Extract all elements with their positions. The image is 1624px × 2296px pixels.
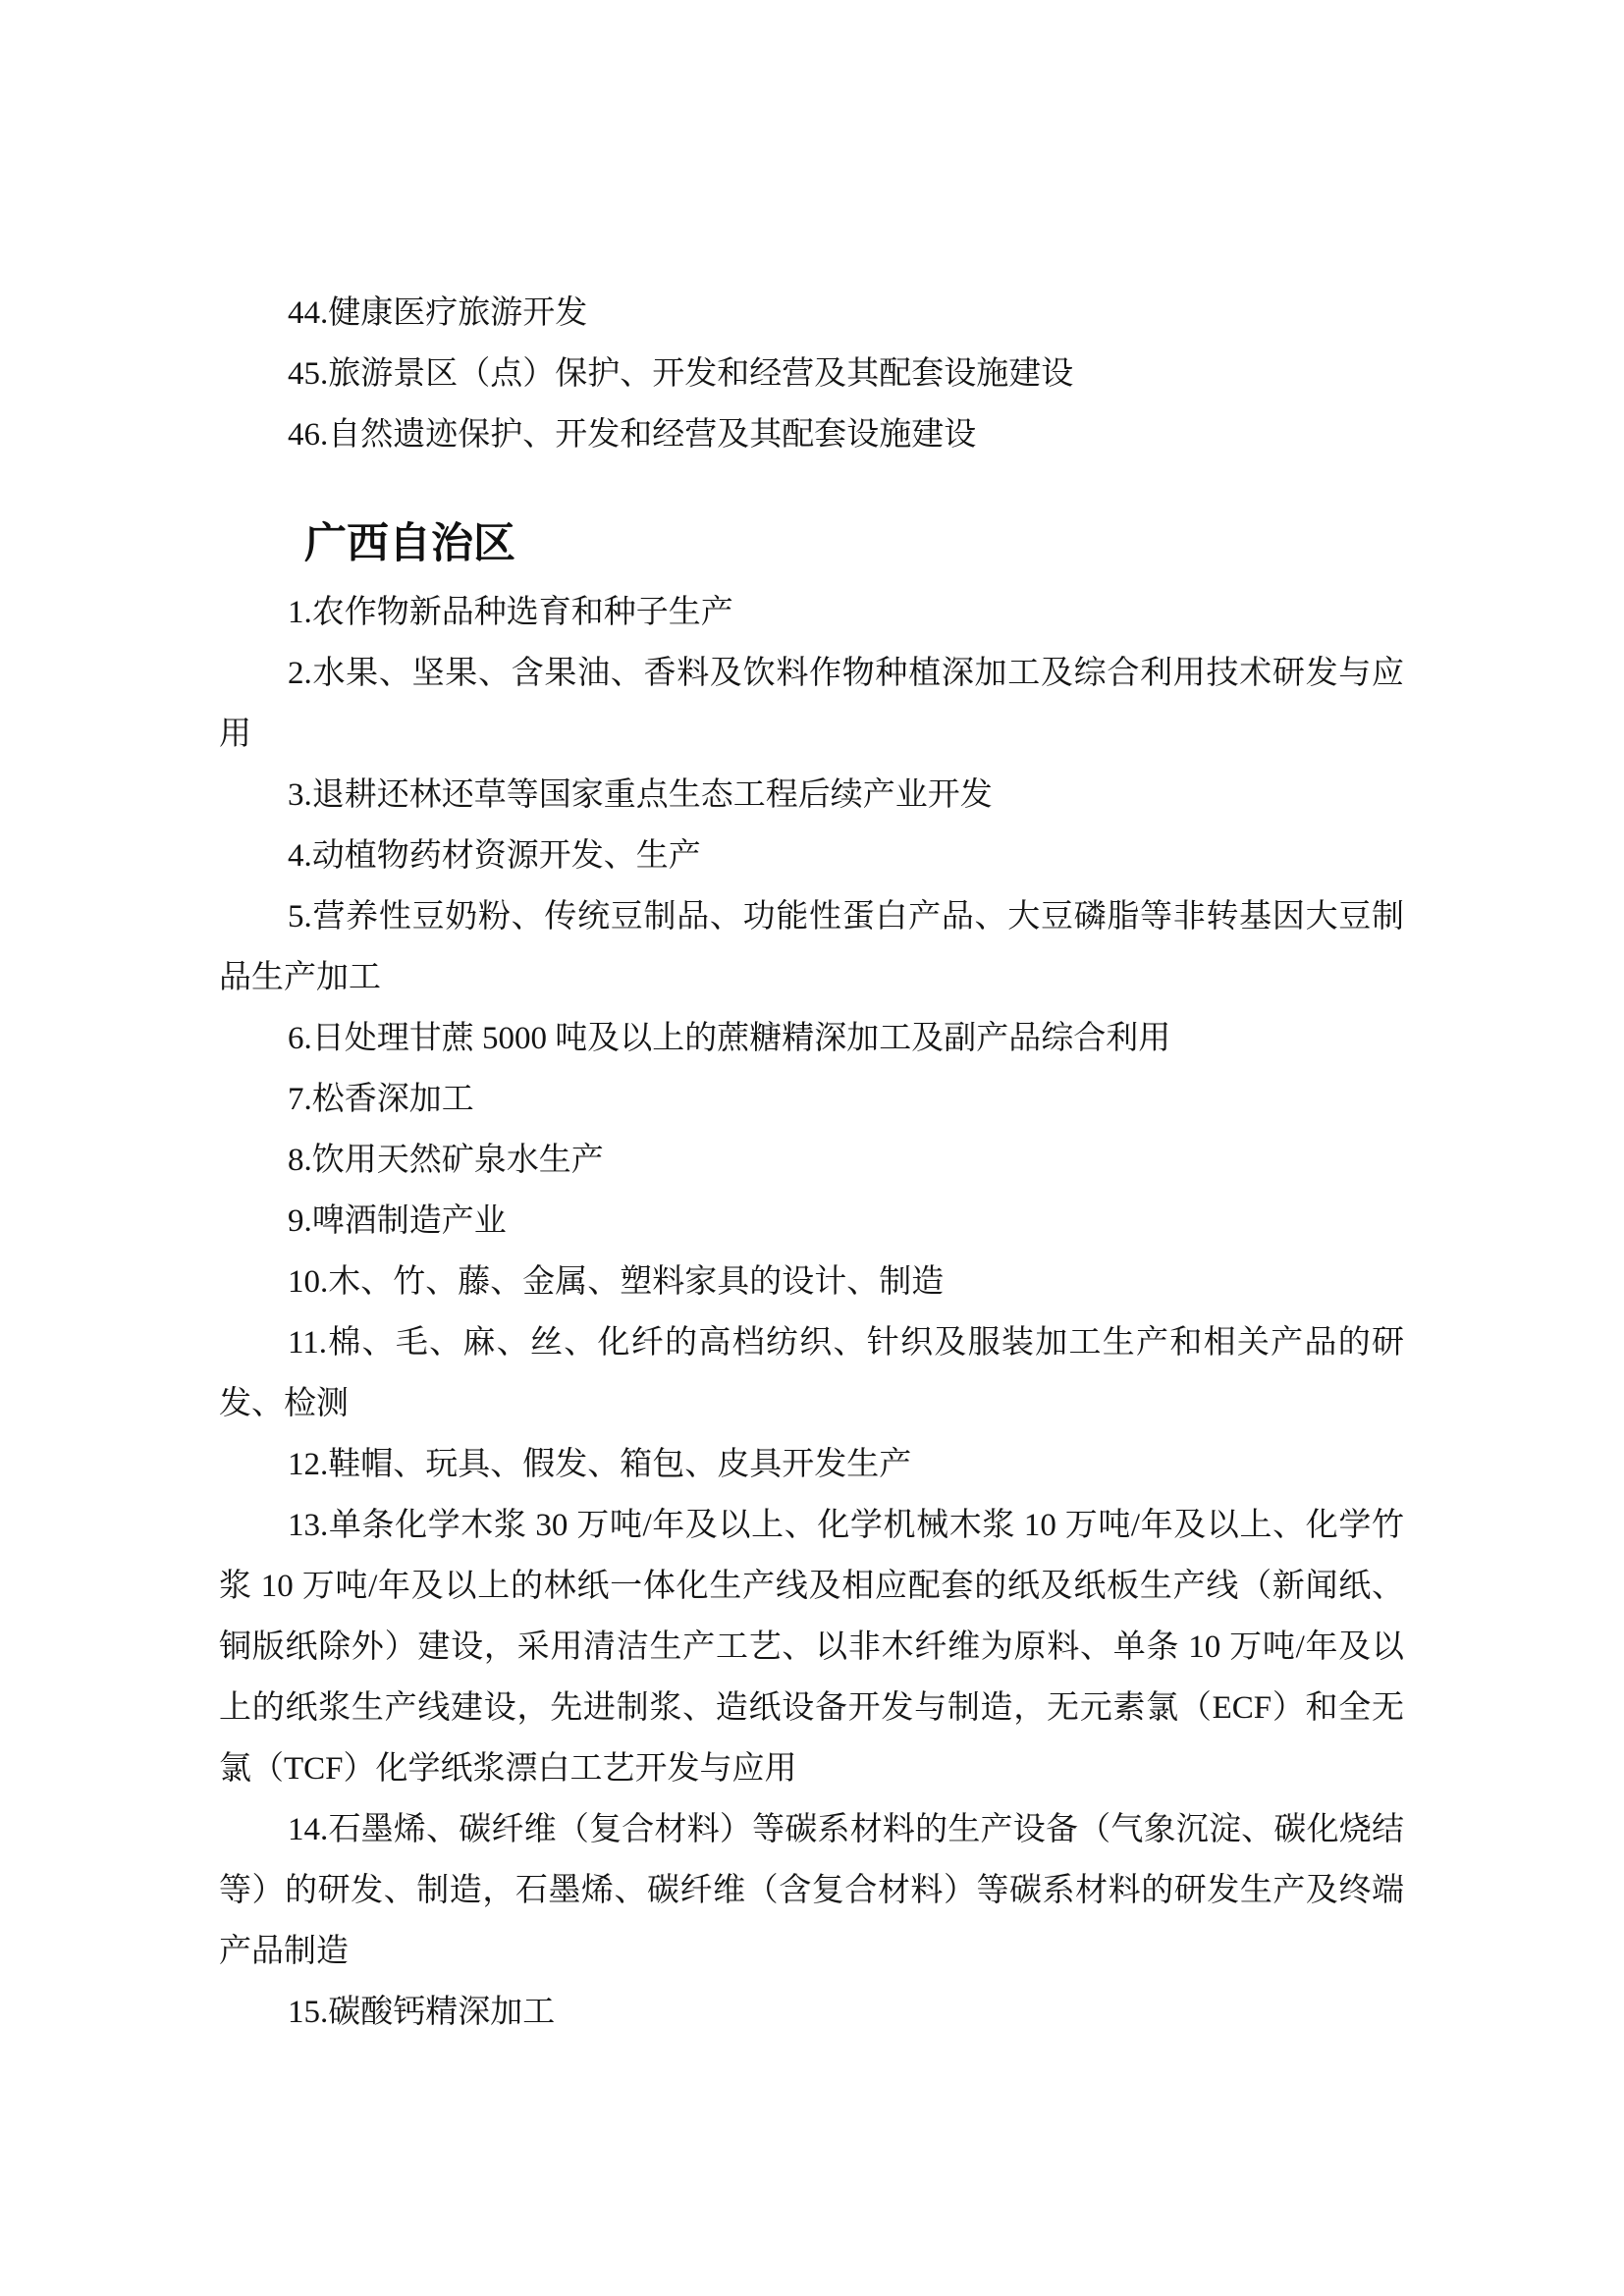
catalog-item: 12.鞋帽、玩具、假发、箱包、皮具开发生产 [288,1447,912,1482]
section-heading: 广西自治区 [304,520,515,567]
catalog-item: 9.啤酒制造产业 [288,1203,507,1239]
catalog-item: 14.石墨烯、碳纤维（复合材料）等碳系材料的生产设备（气象沉淀、碳化烧结等）的研发、制造，石墨烯、碳纤维（含复合材料）等碳系材料的研发生产及终端产品制造 [219,1812,1404,1969]
catalog-item: 8.饮用天然矿泉水生产 [288,1143,604,1178]
catalog-item: 11.棉、毛、麻、丝、化纤的高档纺织、针织及服装加工生产和相关产品的研发、检测 [219,1325,1404,1421]
catalog-item: 6.日处理甘蔗 5000 吨及以上的蔗糖精深加工及副产品综合利用 [288,1021,1171,1056]
catalog-item: 45.旅游景区（点）保护、开发和经营及其配套设施建设 [288,356,1074,392]
catalog-item: 5.营养性豆奶粉、传统豆制品、功能性蛋白产品、大豆磷脂等非转基因大豆制品生产加工 [219,899,1404,995]
catalog-item: 13.单条化学木浆 30 万吨/年及以上、化学机械木浆 10 万吨/年及以上、化学竹浆 10 万吨/年及以上的林纸一体化生产线及相应配套的纸及纸板生产线（新闻纸、铜版纸除外）建设，采用清洁生产工艺、以非木纤维为原料、单条 10 万吨/年及以上的纸浆生产线建设，先进制浆、造纸设备开发与制造，无元素氯（ECF）和全无氯（TCF）化学纸浆漂白工艺开发与应用 [219,1508,1404,1787]
catalog-item: 10.木、竹、藤、金属、塑料家具的设计、制造 [288,1264,945,1300]
catalog-item: 44.健康医疗旅游开发 [288,295,588,331]
page-content [219,283,1404,2043]
catalog-item: 15.碳酸钙精深加工 [288,1995,556,2030]
section-items [219,582,1404,2043]
catalog-item: 7.松香深加工 [288,1082,474,1117]
previous-section-items [219,283,1404,465]
catalog-item: 2.水果、坚果、含果油、香料及饮料作物种植深加工及综合利用技术研发与应用 [219,656,1404,752]
catalog-item: 3.退耕还林还草等国家重点生态工程后续产业开发 [288,777,993,813]
catalog-item: 46.自然遗迹保护、开发和经营及其配套设施建设 [288,417,977,453]
catalog-item: 4.动植物药材资源开发、生产 [288,838,701,874]
catalog-item: 1.农作物新品种选育和种子生产 [288,595,733,630]
